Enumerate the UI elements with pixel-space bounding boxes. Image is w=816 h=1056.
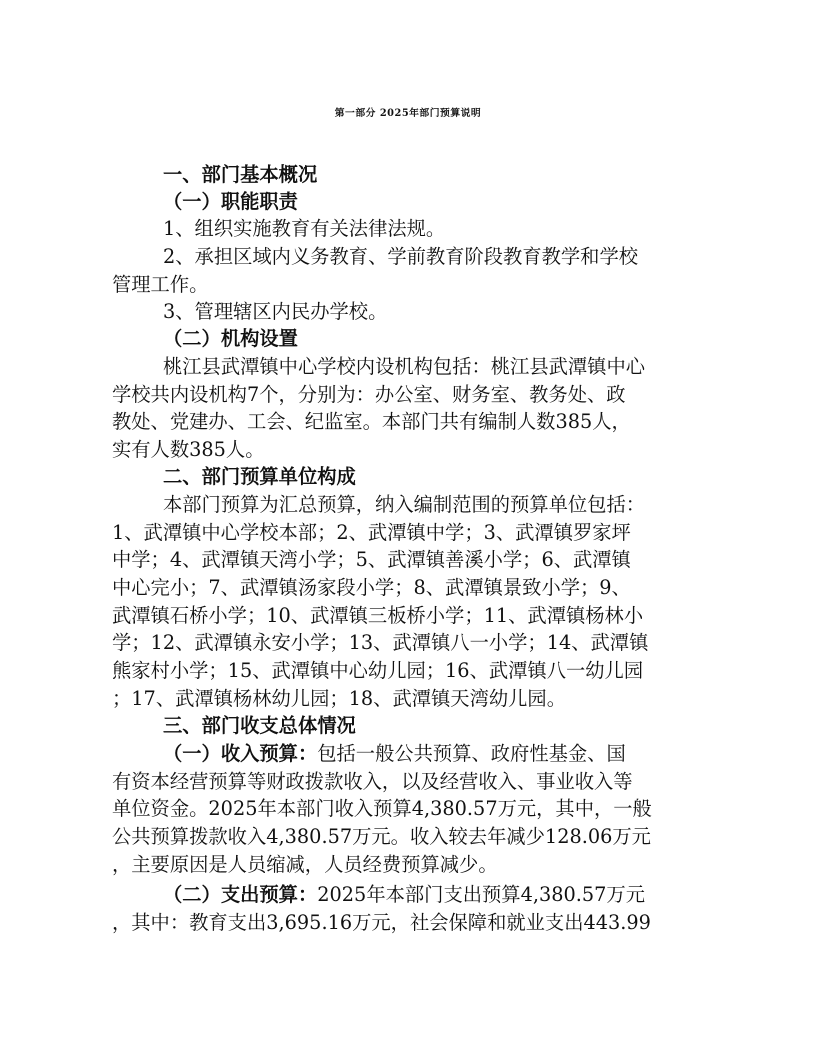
organization-paragraph-line-3: 教处、党建办、工会、纪监室。本部门共有编制人数385人， bbox=[112, 410, 631, 433]
subsection-heading-functions: （一）职能职责 bbox=[163, 190, 298, 213]
page-title: 第一部分 2025年部门预算说明 bbox=[334, 108, 482, 119]
income-paragraph-line-5: ，主要原因是人员缩减，人员经费预算减少。 bbox=[112, 853, 498, 876]
function-item-2: 2、承担区域内义务教育、学前教育阶段教育教学和学校 bbox=[163, 245, 639, 268]
income-paragraph-line-3: 单位资金。2025年本部门收入预算4,380.57万元，其中，一般 bbox=[112, 797, 652, 820]
income-paragraph-line-1 bbox=[163, 741, 626, 767]
section-heading-basic-overview: 一、部门基本概况 bbox=[163, 163, 318, 186]
subsection-heading-organization: （二）机构设置 bbox=[163, 327, 298, 350]
income-first-text: 包括一般公共预算、政府性基金、国 bbox=[317, 742, 626, 765]
function-item-1: 1、组织实施教育有关法律法规。 bbox=[163, 217, 446, 240]
budget-units-line-1: 本部门预算为汇总预算，纳入编制范围的预算单位包括： bbox=[163, 493, 646, 516]
expense-paragraph-line-1 bbox=[163, 882, 645, 908]
income-label: （一）收入预算： bbox=[163, 742, 318, 765]
function-item-2-continued: 管理工作。 bbox=[112, 273, 209, 296]
section-heading-revenue-expenditure: 三、部门收支总体情况 bbox=[163, 714, 356, 737]
budget-units-line-5: 武潭镇石桥小学；10、武潭镇三板桥小学；11、武潭镇杨林小 bbox=[112, 604, 644, 627]
budget-units-line-8: ；17、武潭镇杨林幼儿园；18、武潭镇天湾幼儿园。 bbox=[112, 687, 566, 710]
section-heading-budget-units: 二、部门预算单位构成 bbox=[163, 465, 356, 488]
budget-units-line-4: 中心完小；7、武潭镇汤家段小学；8、武潭镇景致小学；9、 bbox=[112, 576, 631, 599]
budget-units-line-3: 中学；4、武潭镇天湾小学；5、武潭镇善溪小学；6、武潭镇 bbox=[112, 548, 631, 571]
organization-paragraph-line-1: 桃江县武潭镇中心学校内设机构包括：桃江县武潭镇中心 bbox=[163, 355, 646, 378]
budget-units-line-2: 1、武潭镇中心学校本部；2、武潭镇中学；3、武潭镇罗家坪 bbox=[112, 521, 631, 544]
organization-paragraph-line-2: 学校共内设机构7个，分别为：办公室、财务室、教务处、政 bbox=[112, 383, 626, 406]
expense-paragraph-line-2: ，其中：教育支出3,695.16万元，社会保障和就业支出443.99 bbox=[112, 911, 651, 934]
expense-first-text: 2025年本部门支出预算4,380.57万元 bbox=[317, 883, 645, 906]
income-paragraph-line-2: 有资本经营预算等财政拨款收入，以及经营收入、事业收入等 bbox=[112, 770, 633, 793]
budget-units-line-7: 熊家村小学；15、武潭镇中心幼儿园；16、武潭镇八一幼儿园 bbox=[112, 659, 644, 682]
organization-paragraph-line-4: 实有人数385人。 bbox=[112, 438, 265, 461]
income-paragraph-line-4: 公共预算拨款收入4,380.57万元。收入较去年减少128.06万元 bbox=[112, 825, 651, 848]
expense-label: （二）支出预算： bbox=[163, 883, 318, 906]
budget-units-line-6: 学；12、武潭镇永安小学；13、武潭镇八一小学；14、武潭镇 bbox=[112, 631, 649, 654]
function-item-3: 3、管理辖区内民办学校。 bbox=[163, 300, 388, 323]
